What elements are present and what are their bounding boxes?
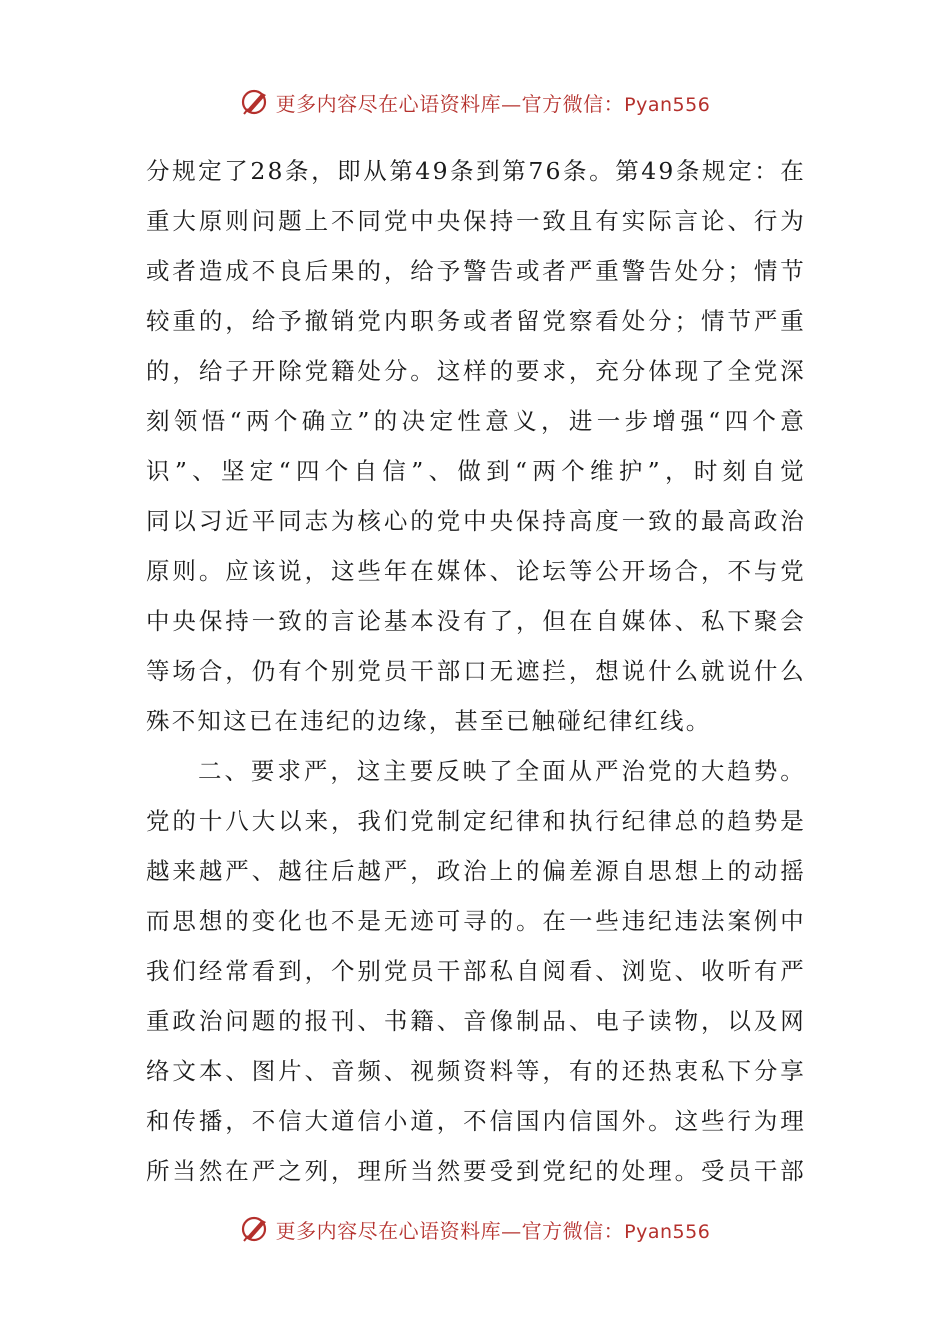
text-line: 的，给子开除党籍处分。这样的要求，充分体现了全党深 <box>146 357 806 385</box>
text-line: 较重的，给予撤销党内职务或者留党察看处分；情节严重 <box>146 307 806 335</box>
text-line: 我们经常看到，个别党员干部私自阅看、浏览、收听有严 <box>146 957 806 985</box>
paragraph-2 <box>146 746 806 1196</box>
watermark-text: 更多内容尽在心语资料库—官方微信：Pyan556 <box>275 1218 711 1243</box>
text-line: 同以习近平同志为核心的党中央保持高度一致的最高政治 <box>146 507 806 535</box>
text-line: 党的十八大以来，我们党制定纪律和执行纪律总的趋势是 <box>146 807 806 835</box>
text-line: 刻领悟“两个确立”的决定性意义，进一步增强“四个意 <box>146 407 806 435</box>
text-line: 原则。应该说，这些年在媒体、论坛等公开场合，不与党 <box>146 557 806 585</box>
text-line: 重政治问题的报刊、书籍、音像制品、电子读物，以及网 <box>146 1007 806 1035</box>
wechat-id: Pyan556 <box>624 93 711 116</box>
document-body <box>146 146 806 1196</box>
text-line: 越来越严、越往后越严，政治上的偏差源自思想上的动摇 <box>146 857 806 885</box>
text-line: 等场合，仍有个别党员干部口无遮拦，想说什么就说什么 <box>146 657 806 685</box>
text-line: 识”、坚定“四个自信”、做到“两个维护”，时刻自觉 <box>146 457 806 485</box>
text-line: 或者造成不良后果的，给予警告或者严重警告处分；情节 <box>146 257 806 285</box>
pen-logo-icon <box>240 87 270 117</box>
text-line: 分规定了28条，即从第49条到第76条。第49条规定：在 <box>146 157 806 185</box>
text-line: 中央保持一致的言论基本没有了，但在自媒体、私下聚会 <box>146 607 806 635</box>
text-line: 二、要求严，这主要反映了全面从严治党的大趋势。 <box>198 757 806 785</box>
text-line: 络文本、图片、音频、视频资料等，有的还热衷私下分享 <box>146 1057 806 1085</box>
pen-logo-icon <box>240 1214 270 1244</box>
watermark-text: 更多内容尽在心语资料库—官方微信：Pyan556 <box>275 91 711 116</box>
text-line: 和传播，不信大道信小道，不信国内信国外。这些行为理 <box>146 1107 806 1135</box>
text-line: 所当然在严之列，理所当然要受到党纪的处理。受员干部 <box>146 1157 806 1185</box>
text-line: 重大原则问题上不同党中央保持一致且有实际言论、行为 <box>146 207 806 235</box>
wechat-id: Pyan556 <box>624 1220 711 1243</box>
header-watermark <box>0 84 950 120</box>
text-line: 而思想的变化也不是无迹可寻的。在一些违纪违法案例中 <box>146 907 806 935</box>
footer-watermark <box>0 1211 950 1247</box>
paragraph-1 <box>146 146 806 746</box>
text-line: 殊不知这已在违纪的边缘，甚至已触碰纪律红线。 <box>146 707 712 735</box>
